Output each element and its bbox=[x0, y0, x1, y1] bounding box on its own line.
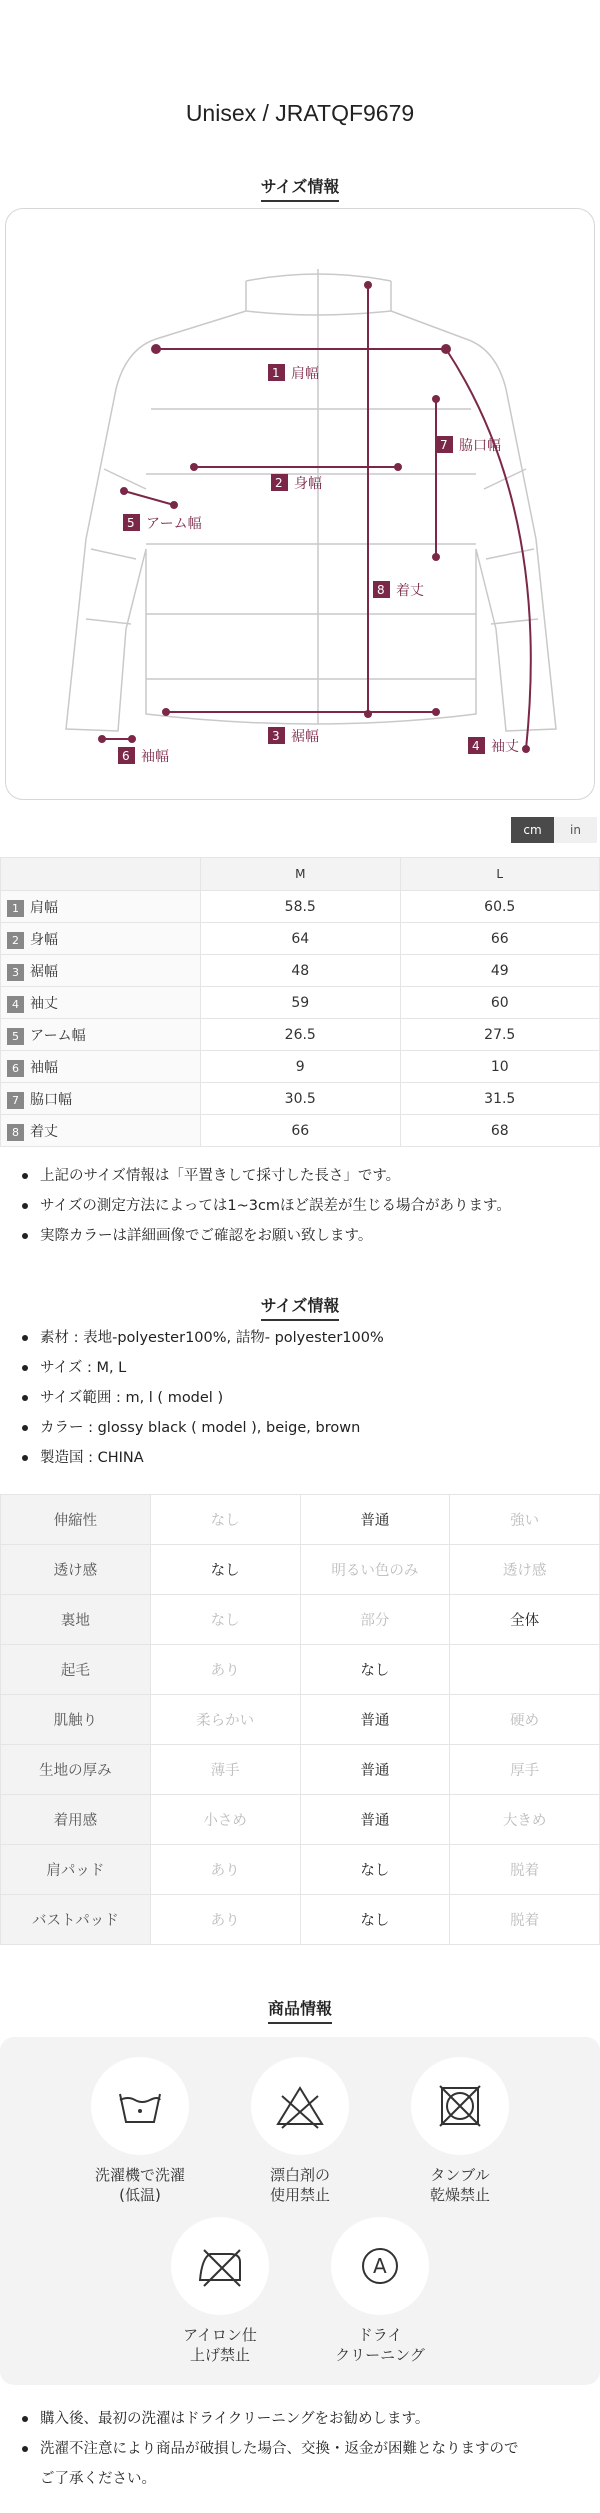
feel-option: なし bbox=[150, 1495, 300, 1545]
list-item: カラー : glossy black ( model ), beige, brown bbox=[20, 1413, 384, 1443]
table-row: 1 肩幅 58.5 60.5 bbox=[1, 891, 600, 923]
table-row: 2 身幅 64 66 bbox=[1, 923, 600, 955]
list-item: サイズの測定方法によっては1~3cmほど誤差が生じる場合があります。 bbox=[20, 1191, 511, 1221]
feel-option: 硬め bbox=[450, 1695, 600, 1745]
no-iron-icon bbox=[190, 2236, 250, 2296]
feel-option: 大きめ bbox=[450, 1795, 600, 1845]
diagram-label-hem: 裾幅 bbox=[291, 729, 319, 745]
list-item: 購入後、最初の洗濯はドライクリーニングをお勧めします。 bbox=[20, 2404, 519, 2434]
list-item: 素材 : 表地-polyester100%, 詰物- polyester100% bbox=[20, 1323, 384, 1353]
table-row bbox=[1, 1695, 600, 1745]
feel-option: 厚手 bbox=[450, 1745, 600, 1795]
table-row bbox=[1, 1745, 600, 1795]
svg-text:2: 2 bbox=[275, 476, 283, 490]
diagram-label-cuff: 袖幅 bbox=[141, 749, 169, 765]
table-row bbox=[1, 1495, 600, 1545]
feel-label: 肩パッド bbox=[1, 1845, 151, 1895]
feel-option: あり bbox=[150, 1645, 300, 1695]
table-row bbox=[1, 1645, 600, 1695]
feel-label: 伸縮性 bbox=[1, 1495, 151, 1545]
care-dry-clean: A ドライ クリーニング bbox=[300, 2217, 460, 2365]
feel-option: 薄手 bbox=[150, 1745, 300, 1795]
diagram-label-shoulder: 肩幅 bbox=[291, 366, 319, 382]
size-table bbox=[0, 857, 600, 1147]
feel-option: 普通 bbox=[300, 1795, 450, 1845]
table-row bbox=[1, 1895, 600, 1945]
unit-in-button[interactable]: in bbox=[554, 817, 597, 843]
machine-wash-icon bbox=[110, 2076, 170, 2136]
diagram-label-sleeve: 袖丈 bbox=[491, 739, 519, 755]
list-item-continued: ご了承ください。 bbox=[40, 2471, 156, 2487]
care-instructions bbox=[0, 2037, 600, 2385]
care-machine-wash: 洗濯機で洗濯 (低温) bbox=[60, 2057, 220, 2205]
table-row: 6 袖幅 9 10 bbox=[1, 1051, 600, 1083]
info-section-title: サイズ情報 bbox=[0, 1293, 600, 1316]
list-item: 実際カラーは詳細画像でご確認をお願い致します。 bbox=[20, 1221, 511, 1251]
diagram-label-length: 着丈 bbox=[396, 583, 424, 599]
list-item: 洗濯不注意により商品が破損した場合、交換・返金が困難となりますので bbox=[20, 2434, 519, 2464]
feel-label: 肌触り bbox=[1, 1695, 151, 1745]
feel-label: 裏地 bbox=[1, 1595, 151, 1645]
feel-option: 部分 bbox=[300, 1595, 450, 1645]
label-num-1: 1 bbox=[272, 366, 280, 380]
feel-option: 脱着 bbox=[450, 1895, 600, 1945]
feel-option: 普通 bbox=[300, 1745, 450, 1795]
fabric-feel-table bbox=[0, 1494, 600, 1945]
svg-text:5: 5 bbox=[127, 516, 135, 530]
diagram-label-arm: アーム幅 bbox=[146, 516, 202, 532]
size-notes bbox=[20, 1161, 511, 1251]
table-row: 3 裾幅 48 49 bbox=[1, 955, 600, 987]
table-row: 7 脇口幅 30.5 31.5 bbox=[1, 1083, 600, 1115]
table-row bbox=[1, 1795, 600, 1845]
feel-option: 普通 bbox=[300, 1695, 450, 1745]
svg-text:8: 8 bbox=[377, 583, 385, 597]
jacket-illustration bbox=[6, 209, 596, 801]
feel-label: 生地の厚み bbox=[1, 1745, 151, 1795]
diagram-label-armhole: 脇口幅 bbox=[459, 438, 501, 454]
info-list bbox=[20, 1323, 384, 1473]
feel-option bbox=[450, 1645, 600, 1695]
table-row bbox=[1, 1845, 600, 1895]
feel-option: 脱着 bbox=[450, 1845, 600, 1895]
unit-cm-button[interactable]: cm bbox=[511, 817, 554, 843]
feel-option: なし bbox=[150, 1595, 300, 1645]
care-no-bleach: 漂白剤の 使用禁止 bbox=[220, 2057, 380, 2205]
size-table-header bbox=[1, 858, 600, 891]
jacket-diagram bbox=[5, 208, 595, 800]
feel-option: あり bbox=[150, 1845, 300, 1895]
tumble-dry-icon bbox=[430, 2076, 490, 2136]
list-item: サイズ範囲 : m, l ( model ) bbox=[20, 1383, 384, 1413]
size-section-title: サイズ情報 bbox=[0, 174, 600, 197]
table-row: 5 アーム幅 26.5 27.5 bbox=[1, 1019, 600, 1051]
feel-label: バストパッド bbox=[1, 1895, 151, 1945]
care-notes bbox=[20, 2404, 519, 2494]
feel-option: 普通 bbox=[300, 1495, 450, 1545]
feel-option: あり bbox=[150, 1895, 300, 1945]
svg-text:6: 6 bbox=[122, 749, 130, 763]
table-row bbox=[1, 1545, 600, 1595]
list-item: 上記のサイズ情報は「平置きして採寸した長さ」です。 bbox=[20, 1161, 511, 1191]
feel-option: なし bbox=[150, 1545, 300, 1595]
feel-option: 透け感 bbox=[450, 1545, 600, 1595]
svg-text:4: 4 bbox=[472, 739, 480, 753]
col-l: L bbox=[400, 858, 600, 891]
table-row: 4 袖丈 59 60 bbox=[1, 987, 600, 1019]
svg-text:3: 3 bbox=[272, 729, 280, 743]
feel-label: 起毛 bbox=[1, 1645, 151, 1695]
product-title: Unisex / JRATQF9679 bbox=[185, 100, 415, 126]
svg-text:A: A bbox=[373, 2254, 387, 2278]
feel-option: 小さめ bbox=[150, 1795, 300, 1845]
list-item: 製造国 : CHINA bbox=[20, 1443, 384, 1473]
list-item: サイズ : M, L bbox=[20, 1353, 384, 1383]
care-no-tumble-dry: タンブル 乾燥禁止 bbox=[380, 2057, 540, 2205]
feel-option: なし bbox=[300, 1895, 450, 1945]
no-bleach-icon bbox=[270, 2076, 330, 2136]
care-no-iron: アイロン仕 上げ禁止 bbox=[140, 2217, 300, 2365]
diagram-label-chest: 身幅 bbox=[294, 476, 322, 492]
unit-toggle[interactable] bbox=[511, 817, 597, 843]
feel-label: 着用感 bbox=[1, 1795, 151, 1845]
feel-option: なし bbox=[300, 1645, 450, 1695]
table-row: 8 着丈 66 68 bbox=[1, 1115, 600, 1147]
product-section-title: 商品情報 bbox=[0, 1996, 600, 2019]
col-m: M bbox=[201, 858, 401, 891]
svg-text:7: 7 bbox=[440, 438, 448, 452]
table-row bbox=[1, 1595, 600, 1645]
dry-clean-icon bbox=[350, 2236, 410, 2296]
feel-option: 強い bbox=[450, 1495, 600, 1545]
feel-option: なし bbox=[300, 1845, 450, 1895]
feel-label: 透け感 bbox=[1, 1545, 151, 1595]
feel-option: 全体 bbox=[450, 1595, 600, 1645]
feel-option: 明るい色のみ bbox=[300, 1545, 450, 1595]
feel-option: 柔らかい bbox=[150, 1695, 300, 1745]
